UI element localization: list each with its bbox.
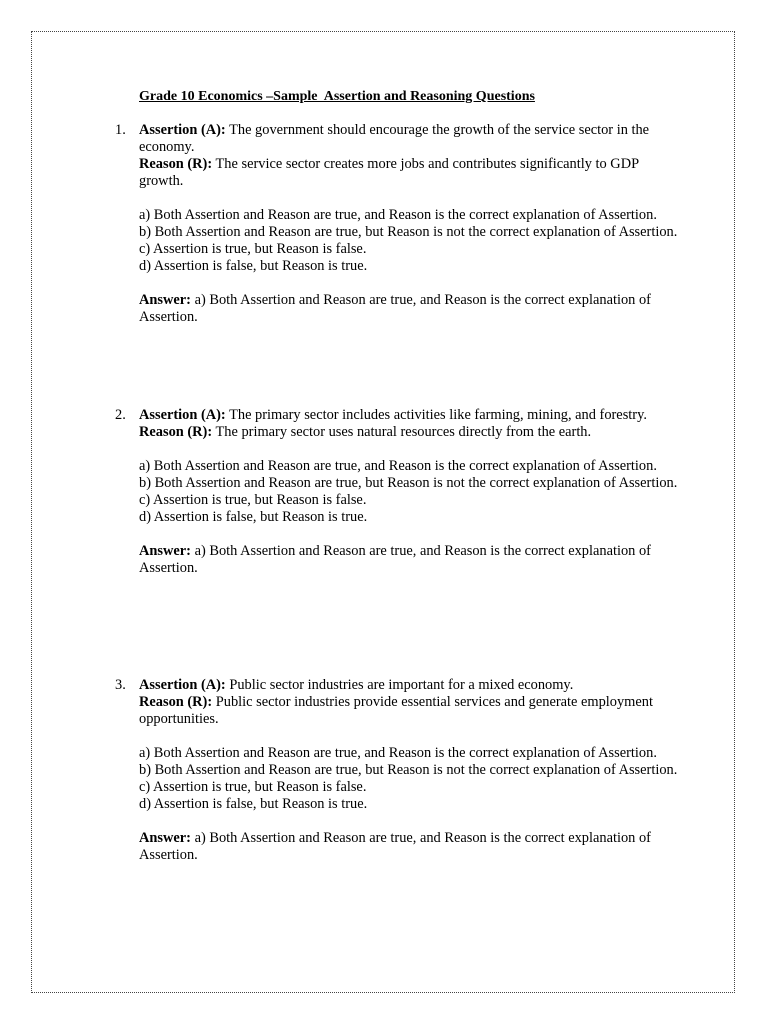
assertion-label: Assertion (A): — [139, 122, 226, 138]
answer-text: a) Both Assertion and Reason are true, and Reason is the correct explanation of Assertion. — [139, 543, 651, 576]
reason-label: Reason (R): — [139, 424, 213, 440]
reason-text: Public sector industries provide essential services and generate employment opportunities. — [139, 694, 653, 727]
option-c: c) Assertion is true, but Reason is false. — [139, 779, 367, 795]
answer-label: Answer: — [139, 292, 191, 308]
answer — [139, 830, 685, 864]
question-number: 2. — [115, 407, 126, 423]
option-a: a) Both Assertion and Reason are true, and Reason is the correct explanation of Assertion. — [139, 745, 657, 761]
reason-text: The primary sector uses natural resources directly from the earth. — [215, 424, 592, 440]
reason — [139, 424, 685, 441]
reason — [139, 156, 685, 190]
assertion-text: Public sector industries are important for a mixed economy. — [229, 677, 574, 693]
reason-label: Reason (R): — [139, 694, 213, 710]
assertion — [139, 407, 685, 424]
answer-text: a) Both Assertion and Reason are true, and Reason is the correct explanation of Assertion. — [139, 292, 651, 325]
option-a: a) Both Assertion and Reason are true, and Reason is the correct explanation of Assertion. — [139, 207, 657, 223]
question-body — [139, 677, 685, 864]
answer — [139, 292, 685, 326]
assertion — [139, 122, 685, 156]
option-d: d) Assertion is false, but Reason is true. — [139, 509, 368, 525]
option-d: d) Assertion is false, but Reason is true. — [139, 796, 368, 812]
option-b: b) Both Assertion and Reason are true, but Reason is not the correct explanation of Assertion. — [139, 762, 678, 778]
answer — [139, 543, 685, 577]
option-a: a) Both Assertion and Reason are true, and Reason is the correct explanation of Assertion. — [139, 458, 657, 474]
reason — [139, 694, 685, 728]
question-number: 3. — [115, 677, 126, 693]
option-c: c) Assertion is true, but Reason is false. — [139, 492, 367, 508]
assertion-text: The government should encourage the growth of the service sector in the economy. — [139, 122, 650, 155]
option-b: b) Both Assertion and Reason are true, but Reason is not the correct explanation of Assertion. — [139, 224, 678, 240]
assertion-text: The primary sector includes activities like farming, mining, and forestry. — [229, 407, 647, 423]
question-body — [139, 122, 685, 326]
option-d: d) Assertion is false, but Reason is true. — [139, 258, 368, 274]
answer-text: a) Both Assertion and Reason are true, and Reason is the correct explanation of Assertion. — [139, 830, 651, 863]
question-3 — [115, 677, 685, 864]
assertion-label: Assertion (A): — [139, 407, 226, 423]
answer-label: Answer: — [139, 543, 191, 559]
question-body — [139, 407, 685, 577]
reason-label: Reason (R): — [139, 156, 213, 172]
assertion — [139, 677, 685, 694]
question-1 — [115, 122, 685, 326]
question-number: 1. — [115, 122, 126, 138]
answer-label: Answer: — [139, 830, 191, 846]
assertion-label: Assertion (A): — [139, 677, 226, 693]
question-2 — [115, 407, 685, 577]
reason-text: The service sector creates more jobs and contributes significantly to GDP growth. — [139, 156, 639, 189]
option-b: b) Both Assertion and Reason are true, but Reason is not the correct explanation of Assertion. — [139, 475, 678, 491]
option-c: c) Assertion is true, but Reason is false. — [139, 241, 367, 257]
document-title: Grade 10 Economics –Sample Assertion and Reasoning Questions — [139, 89, 535, 104]
